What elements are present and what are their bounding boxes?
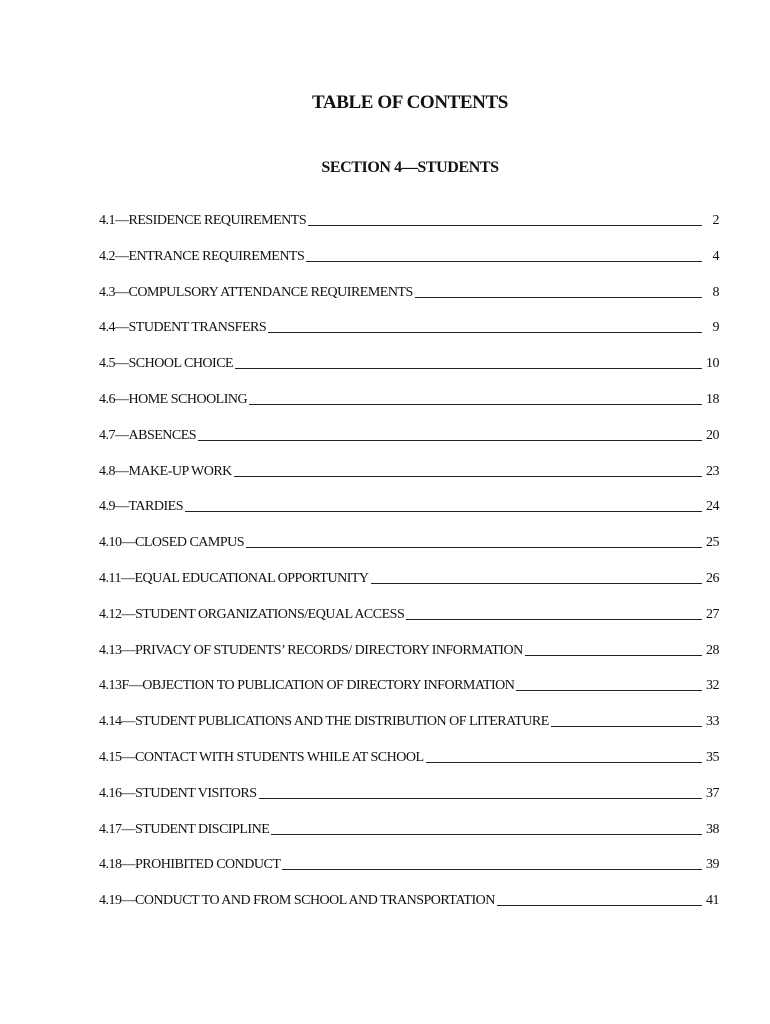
- toc-entry: [99, 750, 719, 786]
- toc-entry-page: 2: [712, 213, 719, 228]
- toc-entry-page: 27: [706, 606, 719, 622]
- toc-entry: [99, 607, 719, 643]
- toc-entry: [99, 571, 719, 607]
- toc-entry-page: 9: [712, 320, 719, 336]
- toc-entry-label: 4.12—STUDENT ORGANIZATIONS/EQUAL ACCESS: [99, 606, 405, 622]
- toc-entry-label: 4.7—ABSENCES: [99, 427, 197, 443]
- toc-entry-page: 23: [706, 463, 719, 479]
- toc-entry: [99, 499, 719, 535]
- toc-leader-line: [235, 368, 702, 369]
- toc-entry-label: 4.6—HOME SCHOOLING: [99, 391, 248, 407]
- toc-entry-page: 38: [706, 821, 719, 837]
- toc-entry-label: 4.9—TARDIES: [99, 499, 183, 515]
- toc-leader-line: [497, 905, 702, 906]
- toc-entry-label: 4.11—EQUAL EDUCATIONAL OPPORTUNITY: [99, 570, 369, 586]
- toc-entry-page: 41: [706, 893, 719, 909]
- section-heading: SECTION 4—STUDENTS: [321, 159, 499, 176]
- toc-leader-line: [308, 225, 702, 226]
- toc-leader-line: [198, 440, 702, 441]
- toc-entry-page: 4: [712, 248, 719, 264]
- toc-entry: [99, 822, 719, 858]
- toc-entry-label: 4.1—RESIDENCE REQUIREMENTS: [99, 213, 307, 228]
- toc-leader-line: [282, 869, 702, 870]
- toc-entry-label: 4.10—CLOSED CAMPUS: [99, 535, 245, 551]
- toc-entry-page: 35: [706, 749, 719, 765]
- toc-entry-page: 37: [706, 785, 719, 801]
- toc-leader-line: [551, 726, 702, 727]
- toc-entry: [99, 857, 719, 893]
- toc-leader-line: [371, 583, 702, 584]
- toc-entry-label: 4.15—CONTACT WITH STUDENTS WHILE AT SCHOOL: [99, 749, 424, 765]
- toc-entry: [99, 678, 719, 714]
- toc-entry-page: 10: [706, 356, 719, 372]
- toc-entry-label: 4.18—PROHIBITED CONDUCT: [99, 857, 281, 873]
- toc-leader-line: [234, 476, 702, 477]
- toc-entry-label: 4.16—STUDENT VISITORS: [99, 785, 257, 801]
- toc-entry-label: 4.2—ENTRANCE REQUIREMENTS: [99, 248, 305, 264]
- toc-entry-page: 25: [706, 535, 719, 551]
- toc-entry: [99, 320, 719, 356]
- toc-leader-line: [246, 547, 702, 548]
- toc-leader-line: [306, 261, 702, 262]
- toc-entry-page: 32: [706, 678, 719, 694]
- toc-entry-label: 4.13—PRIVACY OF STUDENTS’ RECORDS/ DIRECTORY INFORMATION: [99, 642, 523, 658]
- toc-entry: [99, 392, 719, 428]
- toc-entry: [99, 786, 719, 822]
- toc-entry-page: 26: [706, 570, 719, 586]
- toc-entry: [99, 249, 719, 285]
- toc-entry-page: 39: [706, 857, 719, 873]
- toc-entry-label: 4.19—CONDUCT TO AND FROM SCHOOL AND TRANSPORTATION: [99, 893, 495, 909]
- toc-leader-line: [268, 332, 702, 333]
- toc-entry-label: 4.3—COMPULSORY ATTENDANCE REQUIREMENTS: [99, 284, 413, 300]
- toc-entry: [99, 893, 719, 929]
- toc-entry-label: 4.4—STUDENT TRANSFERS: [99, 320, 267, 336]
- toc-leader-line: [259, 798, 702, 799]
- toc-entry: [99, 285, 719, 321]
- toc-leader-line: [271, 834, 702, 835]
- toc-leader-line: [516, 690, 702, 691]
- page-title: TABLE OF CONTENTS: [312, 92, 508, 113]
- toc-entry: [99, 643, 719, 679]
- toc-leader-line: [406, 619, 702, 620]
- toc-entry: [99, 356, 719, 392]
- toc-entry-label: 4.5—SCHOOL CHOICE: [99, 356, 234, 372]
- toc-entry-label: 4.13F—OBJECTION TO PUBLICATION OF DIRECTORY INFORMATION: [99, 678, 515, 694]
- toc-leader-line: [415, 297, 702, 298]
- toc-entry-label: 4.14—STUDENT PUBLICATIONS AND THE DISTRIBUTION OF LITERATURE: [99, 714, 549, 730]
- toc-leader-line: [185, 511, 702, 512]
- toc-entry-page: 20: [706, 427, 719, 443]
- toc-entry-page: 33: [706, 714, 719, 730]
- toc-leader-line: [249, 404, 702, 405]
- toc-entry: [99, 213, 719, 249]
- toc-leader-line: [525, 655, 702, 656]
- toc-entry: [99, 464, 719, 500]
- toc-leader-line: [426, 762, 702, 763]
- toc-entry-page: 18: [706, 391, 719, 407]
- toc-entry-label: 4.8—MAKE-UP WORK: [99, 463, 232, 479]
- toc-entry-label: 4.17—STUDENT DISCIPLINE: [99, 821, 270, 837]
- toc-entry: [99, 428, 719, 464]
- toc-entry: [99, 535, 719, 571]
- toc-list: [99, 213, 719, 929]
- toc-entry-page: 8: [712, 284, 719, 300]
- toc-entry-page: 28: [706, 642, 719, 658]
- toc-entry: [99, 714, 719, 750]
- toc-entry-page: 24: [706, 499, 719, 515]
